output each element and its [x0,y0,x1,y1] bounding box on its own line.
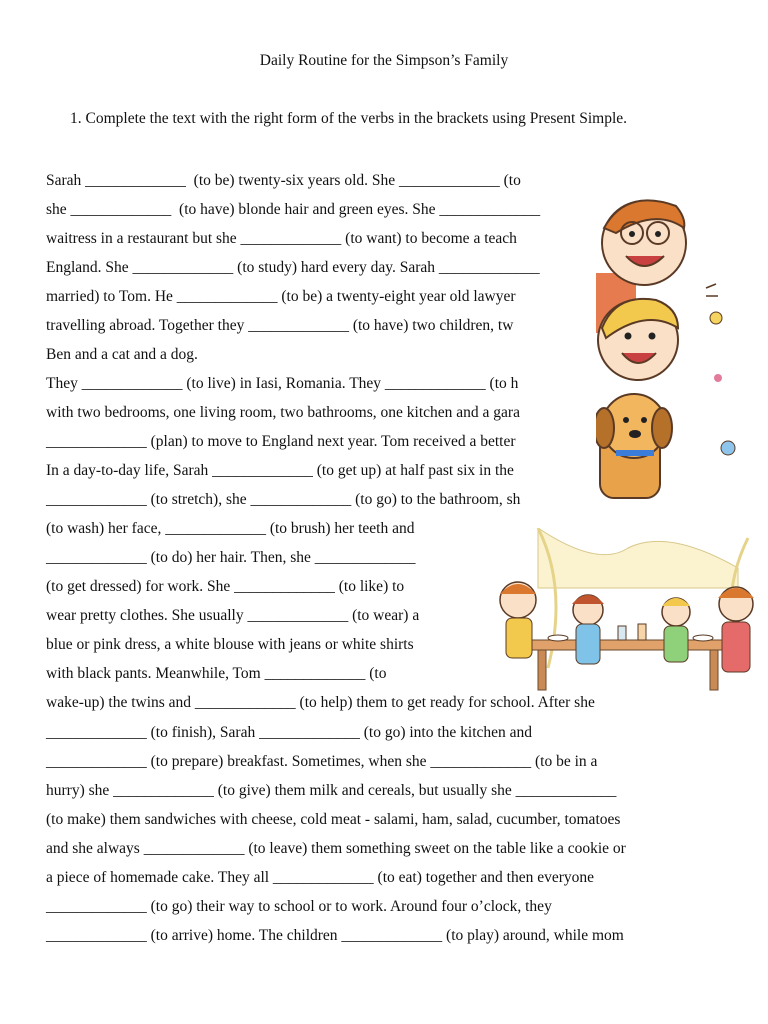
family-peeking-drawing [596,188,768,518]
text-line: married) to Tom. He _____________ (to be) a twenty-eight year old lawyer [46,288,516,305]
text-line: _____________ (to stretch), she _____________ (to go) to the bathroom, sh [46,491,521,508]
text-line: _____________ (plan) to move to England next year. Tom received a better [46,433,516,450]
exercise-instruction: 1. Complete the text with the right form of the verbs in the brackets using Present Simple. [70,110,628,127]
family-breakfast-illustration [478,528,768,694]
family-peeking-illustration [596,188,768,518]
text-line: (to make) them sandwiches with cheese, cold meat - salami, ham, salad, cucumber, tomatoes [46,811,621,828]
text-line: wake-up) the twins and _____________ (to help) them to get ready for school. After she [46,694,595,711]
text-line: blue or pink dress, a white blouse with jeans or white shirts [46,636,414,653]
text-line: They _____________ (to live) in Iasi, Romania. They _____________ (to h [46,375,519,392]
text-line: Sarah _____________ (to be) twenty-six years old. She _____________ (to [46,172,521,189]
worksheet-title: Daily Routine for the Simpson’s Family [259,52,509,69]
text-line: wear pretty clothes. She usually _____________ (to wear) a [46,607,420,624]
family-breakfast-drawing [478,528,768,694]
text-line: and she always _____________ (to leave) them something sweet on the table like a cookie or [46,840,626,857]
text-line: _____________ (to go) their way to school or to work. Around four o’clock, they [46,898,552,915]
text-line: _____________ (to finish), Sarah _____________ (to go) into the kitchen and [46,724,533,741]
text-line: _____________ (to do) her hair. Then, she _____________ [46,549,416,566]
text-line: with black pants. Meanwhile, Tom _____________ (to [46,665,387,682]
text-line: with two bedrooms, one living room, two bathrooms, one kitchen and a gara [46,404,520,421]
text-line: In a day-to-day life, Sarah _____________ (to get up) at half past six in the [46,462,514,479]
text-line: hurry) she _____________ (to give) them milk and cereals, but usually she _____________ [46,782,617,799]
text-line: she _____________ (to have) blonde hair and green eyes. She _____________ [46,201,541,218]
text-line: _____________ (to prepare) breakfast. Sometimes, when she _____________ (to be in a [46,753,598,770]
text-line: waitress in a restaurant but she _____________ (to want) to become a teach [46,230,517,247]
text-line: England. She _____________ (to study) hard every day. Sarah _____________ [46,259,540,276]
text-line: (to get dressed) for work. She _____________ (to like) to [46,578,405,595]
text-line: (to wash) her face, _____________ (to brush) her teeth and [46,520,415,537]
text-line: travelling abroad. Together they _____________ (to have) two children, tw [46,317,514,334]
text-line: a piece of homemade cake. They all _____________ (to eat) together and then everyone [46,869,595,886]
text-line: _____________ (to arrive) home. The children _____________ (to play) around, while mom [46,927,624,944]
text-line: Ben and a cat and a dog. [46,346,198,363]
